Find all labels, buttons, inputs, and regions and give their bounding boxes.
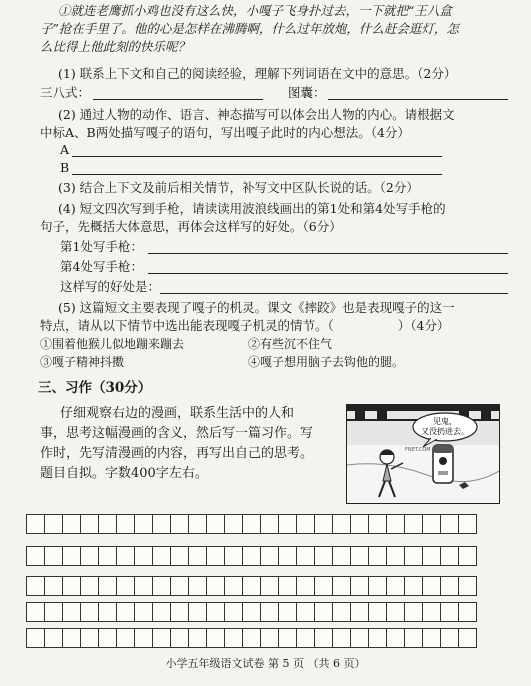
question-1: (1) 联系上下文和自己的阅读经验，理解下列词语在文中的意思。（2分） [58, 66, 457, 81]
question-2-line-1: (2) 通过人物的动作、语言、神态描写可以体会出人物的内心。请根据文 [58, 107, 455, 122]
grid-cell[interactable] [332, 546, 351, 566]
grid-cell[interactable] [188, 628, 207, 648]
passage-line-2: 子”抢在手里了。他的心是怎样在沸腾啊，什么过年放炮，什么赶会逛灯，怎 [40, 21, 459, 36]
grid-cell[interactable] [116, 514, 135, 534]
grid-cell[interactable] [458, 576, 477, 596]
grid-cell[interactable] [350, 546, 369, 566]
grid-cell[interactable] [134, 514, 153, 534]
grid-cell[interactable] [404, 576, 423, 596]
grid-cell[interactable] [170, 514, 189, 534]
q1-term-1-label: 三八式： [40, 85, 91, 100]
page-footer: 小学五年级语文试卷 第 5 页 （共 6 页） [165, 657, 366, 670]
grid-cell[interactable] [296, 602, 315, 622]
grid-cell[interactable] [242, 628, 261, 648]
grid-cell[interactable] [44, 576, 63, 596]
grid-cell[interactable] [224, 576, 243, 596]
grid-cell[interactable] [80, 602, 99, 622]
q2-label-a: A [60, 142, 70, 157]
section-3-line-4: 题目自拟。字数400字左右。 [40, 466, 208, 481]
passage-line-3: 么比得上他此刻的快乐呢？ [40, 39, 191, 54]
grid-row[interactable] [26, 576, 476, 596]
question-4-line-1: (4) 短文四次写到手枪，请读读用波浪线画出的第1处和第4处写手枪的 [58, 201, 446, 216]
grid-cell[interactable] [422, 576, 441, 596]
grid-cell[interactable] [404, 602, 423, 622]
grid-cell[interactable] [242, 514, 261, 534]
q1-term-2-label: 图囊： [288, 85, 326, 100]
q5-option-2: ②有些沉不住气 [248, 337, 333, 351]
grid-cell[interactable] [152, 514, 171, 534]
grid-cell[interactable] [260, 514, 279, 534]
grid-cell[interactable] [62, 576, 81, 596]
grid-cell[interactable] [26, 514, 45, 534]
grid-cell[interactable] [350, 514, 369, 534]
grid-cell[interactable] [26, 602, 45, 622]
grid-cell[interactable] [206, 602, 225, 622]
section-3-line-2: 事，思考这幅漫画的含义，然后写一篇习作。写 [40, 426, 314, 441]
section-3-line-1: 仔细观察右边的漫画，联系生活中的人和 [60, 406, 295, 421]
grid-cell[interactable] [98, 602, 117, 622]
question-4-line-2: 句子，先概括大体意思，再体会这样写的好处。（6分） [40, 219, 342, 234]
q1-answer-1-line[interactable] [93, 99, 263, 100]
grid-cell[interactable] [422, 602, 441, 622]
grid-cell[interactable] [458, 514, 477, 534]
grid-cell[interactable] [386, 546, 405, 566]
question-5-line-2-text: 特点，请从以下情节中选出能表现嘎子机灵的情节。（ [40, 318, 334, 333]
grid-cell[interactable] [80, 576, 99, 596]
comic-bubble-line-2: 又没扔进去。 [421, 427, 469, 436]
grid-cell[interactable] [170, 576, 189, 596]
grid-cell[interactable] [134, 628, 153, 648]
grid-cell[interactable] [152, 602, 171, 622]
question-2-line-2: 中标A、B两处描写嘎子的语句，写出嘎子此时的内心想法。（4分） [40, 125, 410, 140]
grid-cell[interactable] [350, 576, 369, 596]
grid-cell[interactable] [44, 546, 63, 566]
grid-cell[interactable] [206, 628, 225, 648]
grid-cell[interactable] [332, 576, 351, 596]
grid-cell[interactable] [170, 628, 189, 648]
grid-cell[interactable] [386, 576, 405, 596]
grid-cell[interactable] [98, 546, 117, 566]
grid-cell[interactable] [458, 546, 477, 566]
question-5-line-2 [40, 318, 449, 334]
grid-cell[interactable] [170, 546, 189, 566]
q4-fourth-answer-line[interactable] [148, 273, 508, 274]
grid-cell[interactable] [62, 546, 81, 566]
grid-cell[interactable] [314, 546, 333, 566]
grid-cell[interactable] [404, 514, 423, 534]
grid-cell[interactable] [260, 546, 279, 566]
grid-cell[interactable] [152, 576, 171, 596]
grid-cell[interactable] [278, 602, 297, 622]
grid-cell[interactable] [242, 546, 261, 566]
grid-cell[interactable] [458, 602, 477, 622]
grid-cell[interactable] [206, 576, 225, 596]
grid-cell[interactable] [44, 602, 63, 622]
question-5-score: ）（4分） [397, 318, 450, 333]
q2-label-b: B [60, 160, 70, 175]
grid-cell[interactable] [314, 576, 333, 596]
grid-cell[interactable] [332, 602, 351, 622]
grid-cell[interactable] [116, 576, 135, 596]
grid-cell[interactable] [44, 628, 63, 648]
grid-cell[interactable] [332, 514, 351, 534]
grid-cell[interactable] [242, 602, 261, 622]
grid-cell[interactable] [368, 546, 387, 566]
grid-cell[interactable] [386, 628, 405, 648]
grid-row[interactable] [26, 602, 476, 622]
question-3: (3) 结合上下文及前后相关情节，补写文中区队长说的话。（2分） [58, 180, 419, 195]
grid-cell[interactable] [404, 628, 423, 648]
grid-cell[interactable] [80, 546, 99, 566]
grid-cell[interactable] [188, 576, 207, 596]
grid-cell[interactable] [206, 514, 225, 534]
grid-cell[interactable] [188, 514, 207, 534]
q1-answer-2-line[interactable] [328, 99, 508, 100]
comic-illustration [346, 404, 500, 504]
grid-cell[interactable] [98, 576, 117, 596]
grid-cell[interactable] [350, 628, 369, 648]
grid-cell[interactable] [296, 576, 315, 596]
grid-cell[interactable] [368, 602, 387, 622]
grid-cell[interactable] [134, 546, 153, 566]
grid-cell[interactable] [260, 628, 279, 648]
grid-cell[interactable] [404, 546, 423, 566]
grid-cell[interactable] [422, 628, 441, 648]
grid-cell[interactable] [296, 514, 315, 534]
grid-cell[interactable] [26, 628, 45, 648]
grid-cell[interactable] [386, 602, 405, 622]
grid-cell[interactable] [458, 628, 477, 648]
q5-option-3: ③嘎子精神抖擞 [40, 355, 125, 369]
grid-cell[interactable] [224, 514, 243, 534]
grid-cell[interactable] [368, 576, 387, 596]
grid-row[interactable] [26, 514, 476, 534]
grid-cell[interactable] [278, 628, 297, 648]
grid-cell[interactable] [314, 602, 333, 622]
grid-row[interactable] [26, 546, 476, 566]
grid-cell[interactable] [422, 546, 441, 566]
grid-cell[interactable] [80, 628, 99, 648]
grid-cell[interactable] [224, 546, 243, 566]
grid-cell[interactable] [26, 576, 45, 596]
grid-cell[interactable] [440, 602, 459, 622]
q2-answer-a-line[interactable] [72, 156, 442, 157]
grid-cell[interactable] [188, 602, 207, 622]
grid-cell[interactable] [386, 514, 405, 534]
grid-cell[interactable] [368, 514, 387, 534]
q2-answer-b-line[interactable] [72, 174, 442, 175]
grid-cell[interactable] [296, 628, 315, 648]
comic-bubble-line-1: 见鬼， [433, 417, 457, 426]
grid-cell[interactable] [296, 546, 315, 566]
grid-cell[interactable] [116, 602, 135, 622]
section-3-title: 三、习作（30分） [38, 380, 152, 396]
q4-benefit-label: 这样写的好处是： [60, 279, 161, 294]
grid-cell[interactable] [440, 576, 459, 596]
grid-cell[interactable] [44, 514, 63, 534]
grid-cell[interactable] [440, 628, 459, 648]
grid-cell[interactable] [152, 546, 171, 566]
grid-cell[interactable] [260, 576, 279, 596]
grid-cell[interactable] [62, 602, 81, 622]
grid-row[interactable] [26, 628, 476, 648]
grid-cell[interactable] [134, 576, 153, 596]
grid-cell[interactable] [116, 628, 135, 648]
q5-option-4: ④嘎子想用脑子去钩他的腿。 [248, 355, 405, 369]
grid-cell[interactable] [368, 628, 387, 648]
q5-option-1: ①围着他猴儿似地蹦来蹦去 [40, 337, 185, 351]
grid-cell[interactable] [80, 514, 99, 534]
grid-cell[interactable] [188, 546, 207, 566]
comic-watermark: FNET.COM [405, 447, 431, 453]
grid-cell[interactable] [260, 602, 279, 622]
grid-cell[interactable] [116, 546, 135, 566]
grid-cell[interactable] [332, 628, 351, 648]
question-5-line-1: (5) 这篇短文主要表现了嘎子的机灵。课文《摔跤》也是表现嘎子的这一 [58, 300, 455, 315]
section-3-line-3: 作时，先写清漫画的内容，再写出自己的思考。 [40, 446, 314, 461]
grid-cell[interactable] [440, 546, 459, 566]
grid-cell[interactable] [422, 514, 441, 534]
grid-cell[interactable] [224, 602, 243, 622]
q4-fourth-label: 第4处写手枪： [60, 259, 143, 274]
grid-cell[interactable] [278, 576, 297, 596]
grid-cell[interactable] [98, 628, 117, 648]
grid-cell[interactable] [98, 514, 117, 534]
grid-cell[interactable] [242, 576, 261, 596]
grid-cell[interactable] [62, 628, 81, 648]
grid-cell[interactable] [314, 514, 333, 534]
grid-cell[interactable] [314, 628, 333, 648]
q4-first-answer-line[interactable] [148, 253, 508, 254]
grid-cell[interactable] [278, 514, 297, 534]
passage-line-1: ①就连老鹰抓小鸡也没有这么快，小嘎子飞身扑过去，一下就把“王八盒 [58, 3, 452, 18]
grid-cell[interactable] [134, 602, 153, 622]
q1-term-1 [40, 85, 90, 101]
grid-cell[interactable] [26, 546, 45, 566]
comic-drawing [347, 405, 499, 503]
grid-cell[interactable] [62, 514, 81, 534]
q4-first-label: 第1处写手枪： [60, 239, 143, 254]
grid-cell[interactable] [152, 628, 171, 648]
grid-cell[interactable] [350, 602, 369, 622]
q4-benefit-answer-line[interactable] [160, 293, 508, 294]
grid-cell[interactable] [206, 546, 225, 566]
grid-cell[interactable] [278, 546, 297, 566]
grid-cell[interactable] [170, 602, 189, 622]
grid-cell[interactable] [224, 628, 243, 648]
grid-cell[interactable] [440, 514, 459, 534]
